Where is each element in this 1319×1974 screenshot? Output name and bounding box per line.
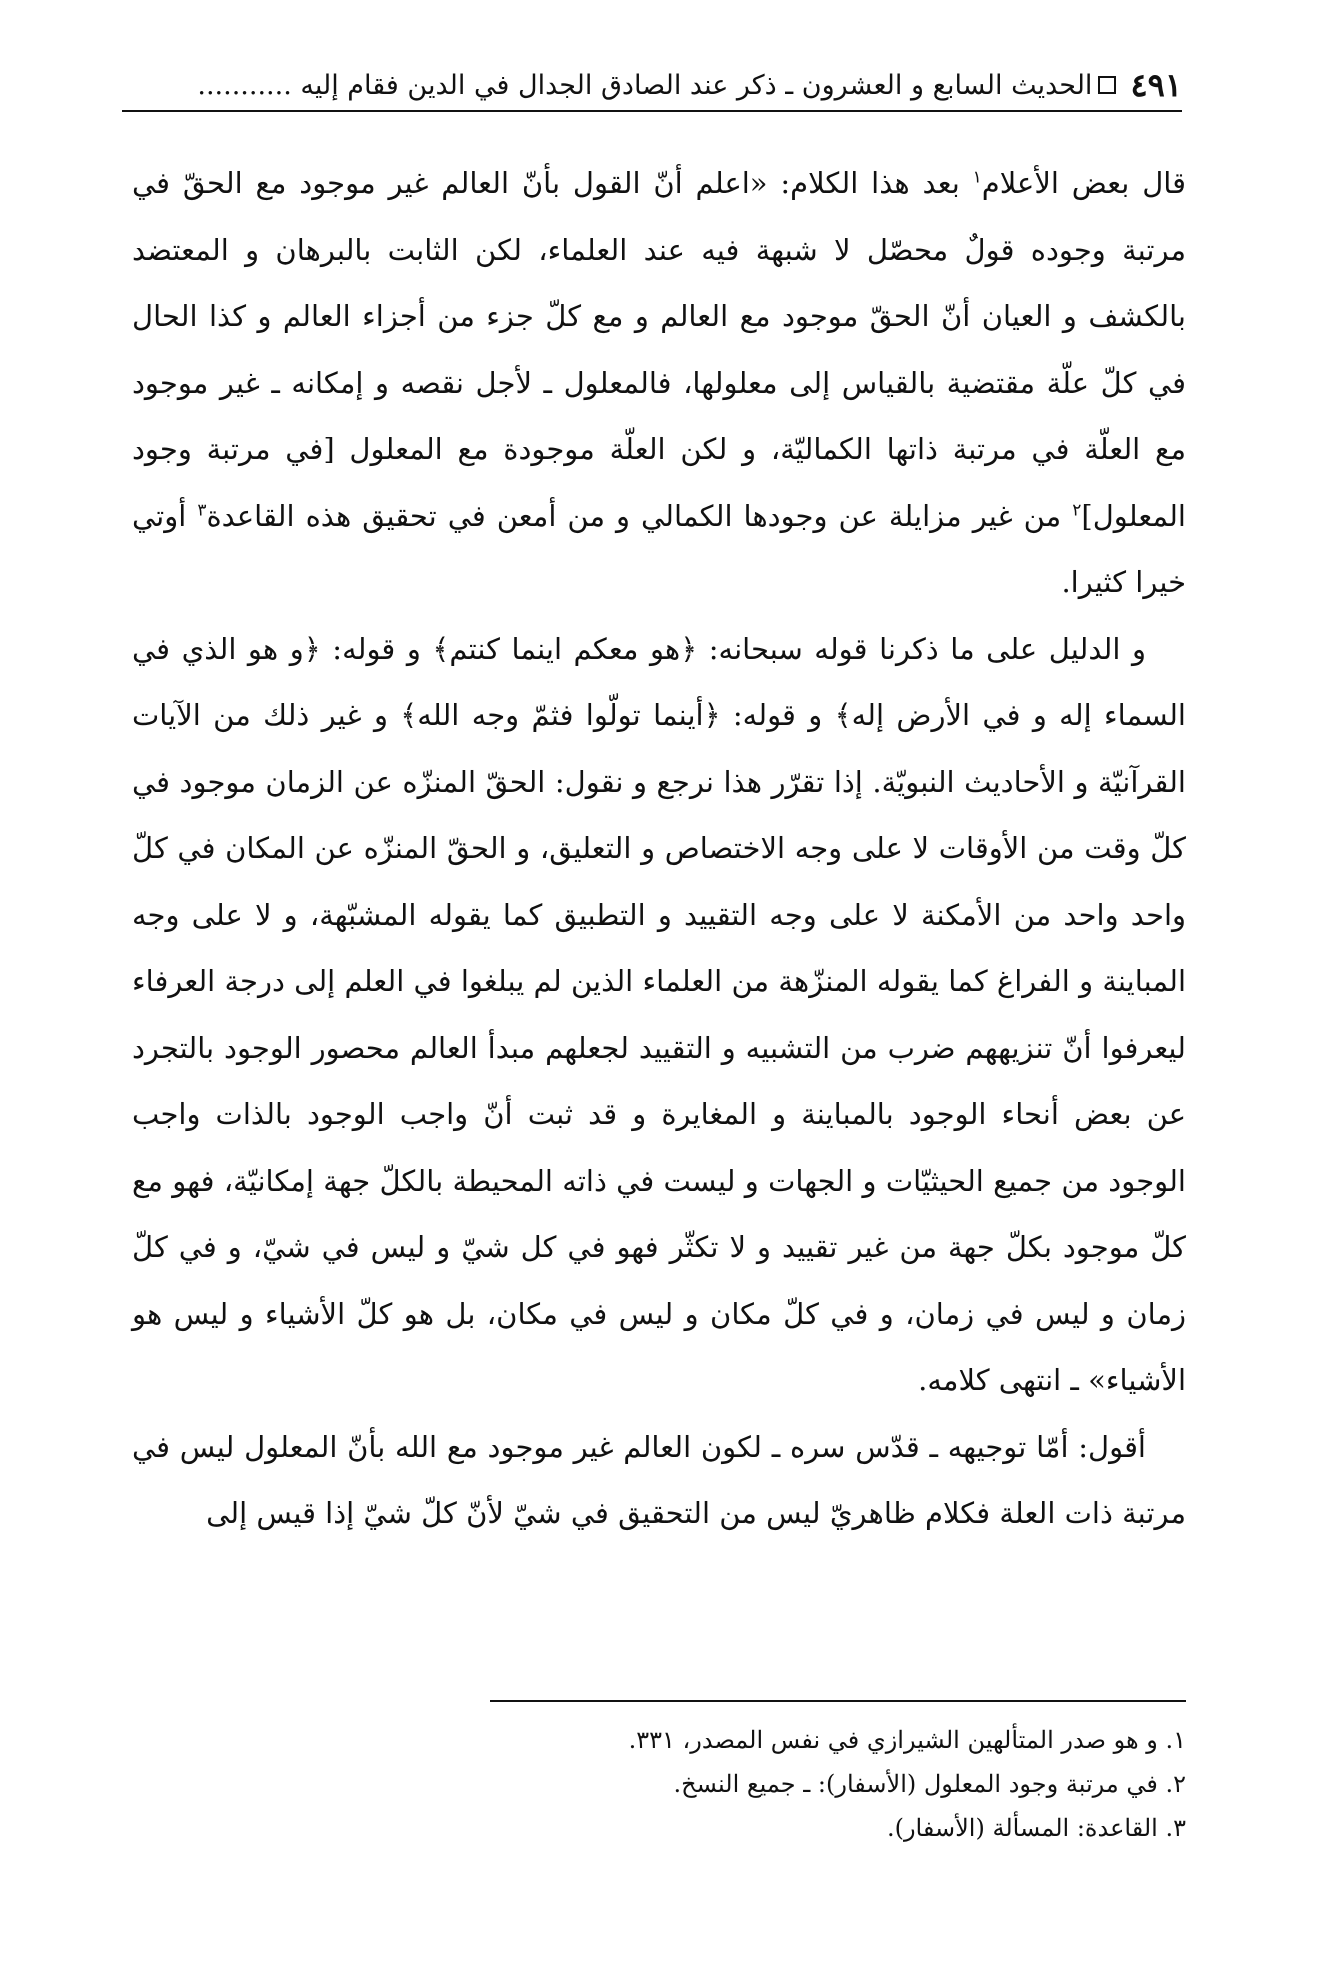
page-number: ٤٩١ <box>1130 66 1182 104</box>
footnote-item: ٣. القاعدة: المسألة (الأسفار). <box>886 1814 1186 1842</box>
paragraph-text: أقول: أمّا توجيهه ـ قدّس سره ـ لكون العالم غير موجود مع الله بأنّ المعلول ليس في مرتبة ذات العلة فكلام ظاهريّ ليس من التحقيق في شيّ لأنّ كلّ شيّ إذا قيس إلى <box>132 1429 1186 1530</box>
footnote-reference: ١ <box>972 167 982 188</box>
header-separator-box <box>1098 76 1116 94</box>
footnote-reference: ٢ <box>1072 499 1082 520</box>
paragraph-text: أوتي خيرا كثيرا. <box>132 498 1186 599</box>
footnote-item: ١. و هو صدر المتألهين الشيرازي في نفس المصدر، ٣٣١. <box>628 1726 1186 1754</box>
paragraph <box>132 150 1186 616</box>
running-header <box>122 62 1182 108</box>
paragraph-text: قال بعض الأعلام <box>981 166 1186 200</box>
footnotes <box>500 1718 1186 1850</box>
footnote-item: ٢. في مرتبة وجود المعلول (الأسفار): ـ جميع النسخ. <box>673 1770 1186 1798</box>
running-title: الحديث السابع و العشرون ـ ذكر عند الصادق الجدال في الدين فقام إليه ... <box>266 69 1093 101</box>
main-text <box>132 150 1186 1547</box>
paragraph <box>132 616 1186 1414</box>
paragraph <box>132 1414 1186 1547</box>
footnote-rule <box>490 1700 1186 1702</box>
header-rule <box>122 110 1182 112</box>
paragraph-text: من غير مزايلة عن وجودها الكمالي و من أمعن في تحقيق هذه القاعدة <box>206 498 1073 533</box>
paragraph-text: و الدليل على ما ذكرنا قوله سبحانه: ﴿هو معكم اينما كنتم﴾ و قوله: ﴿و هو الذي في السماء إله و في الأرض إله﴾ و قوله: ﴿أينما تولّوا فثمّ وجه الله﴾ و غير ذلك من الآيات القرآنيّة و الأحاديث النبويّة. إذا تقرّر هذا نرجع و نقول: الحقّ المنزّه عن الزمان موجود في كلّ وقت من الأوقات لا على وجه الاختصاص و التعليق، و الحقّ المنزّه عن المكان في كلّ واحد واحد من الأمكنة لا على وجه التقييد و التطبيق كما يقوله المشبّهة، و لا على وجه المباينة و الفراغ كما يقوله المنزّهة من العلماء الذين لم يبلغوا في العلم إلى درجة العرفاء ليعرفوا أنّ تنزيههم ضرب من التشبيه و التقييد لجعلهم مبدأ العالم محصور الوجود بالتجرد عن بعض أنحاء الوجود بالمباينة و المغايرة و قد ثبت أنّ واجب الوجود بالذات واجب الوجود من جميع الحيثيّات و الجهات و ليست في ذاته المحيطة بالكلّ جهة إمكانيّة، فهو مع كلّ موجود بكلّ جهة من غير تقييد و لا تكثّر فهو في كل شيّ و ليس في شيّ، و في كلّ زمان و ليس في زمان، و في كلّ مكان و ليس في مكان، بل هو كلّ الأشياء و ليس هو الأشياء» ـ انتهى كلامه. <box>132 631 1186 1397</box>
paragraph-text: بعد هذا الكلام: «اعلم أنّ القول بأنّ العالم غير موجود مع الحقّ في مرتبة وجوده قولٌ محصّل لا شبهة فيه عند العلماء، لكن الثابت بالبرهان و المعتضد بالكشف و العيان أنّ الحقّ موجود مع العالم و مع كلّ جزء من أجزاء العالم و كذا الحال في كلّ علّة مقتضية بالقياس إلى معلولها، فالمعلول ـ لأجل نقصه و إمكانه ـ غير موجود مع العلّة في مرتبة ذاتها الكماليّة، و لكن العلّة موجودة مع المعلول [في مرتبة وجود المعلول] <box>132 166 1186 533</box>
footnote-reference: ٣ <box>197 499 207 520</box>
leader-dots: ........ <box>197 69 267 101</box>
